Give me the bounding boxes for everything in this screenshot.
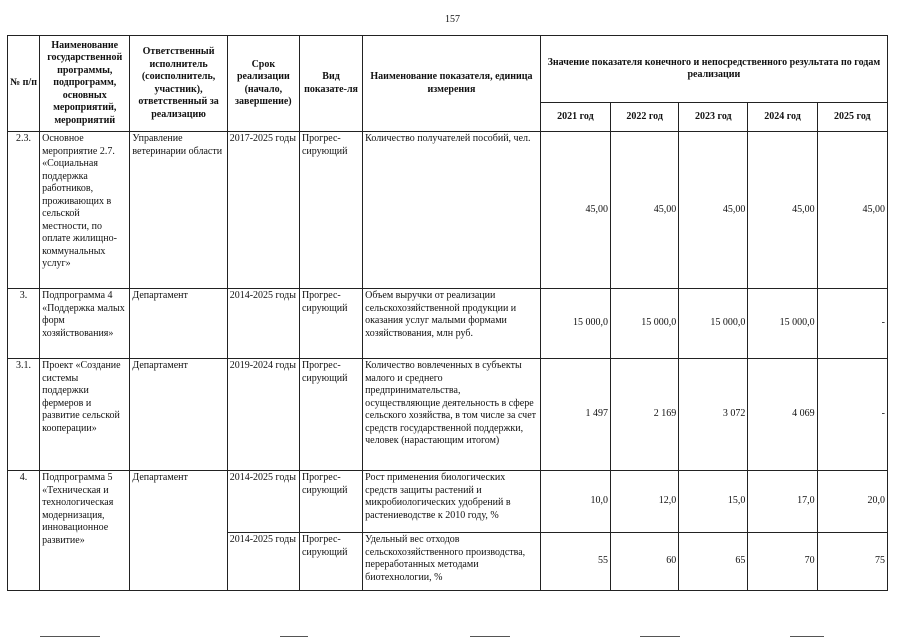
row-number: 4. bbox=[8, 471, 40, 591]
header-year: 2022 год bbox=[610, 103, 678, 132]
row-number: 3.1. bbox=[8, 359, 40, 471]
program-name: Подпрограмма 5 «Техническая и технологическая модернизация, инновационное развитие» bbox=[40, 471, 130, 591]
table-row bbox=[8, 132, 888, 289]
indicator-name: Рост применения биологических средств защиты растений и микробиологических удобрений в растениеводстве к 2010 году, % bbox=[363, 471, 541, 533]
indicator-type: Прогрес-сирующий bbox=[299, 289, 362, 359]
scan-mark bbox=[470, 636, 510, 637]
header-year: 2025 год bbox=[817, 103, 887, 132]
value-cell: 45,00 bbox=[540, 132, 610, 289]
term: 2014-2025 годы bbox=[227, 471, 299, 533]
value-cell: 65 bbox=[679, 533, 748, 591]
value-cell: 55 bbox=[540, 533, 610, 591]
value-cell: 15 000,0 bbox=[748, 289, 817, 359]
scan-mark bbox=[790, 636, 824, 637]
value-cell: 60 bbox=[610, 533, 678, 591]
term: 2017-2025 годы bbox=[227, 132, 299, 289]
indicator-type: Прогрес-сирующий bbox=[299, 132, 362, 289]
row-number: 2.3. bbox=[8, 132, 40, 289]
table-row bbox=[8, 289, 888, 359]
responsible: Управление ветеринарии области bbox=[130, 132, 227, 289]
value-cell: 12,0 bbox=[610, 471, 678, 533]
value-cell: 20,0 bbox=[817, 471, 887, 533]
value-cell: 10,0 bbox=[540, 471, 610, 533]
table-row bbox=[8, 471, 888, 533]
header-responsible: Ответственный исполнитель (соисполнитель, участник), ответственный за реализацию bbox=[130, 36, 227, 132]
table-row bbox=[8, 359, 888, 471]
header-program: Наименование государственной программы, подпрограмм, основных мероприятий, мероприятий bbox=[40, 36, 130, 132]
indicators-table bbox=[7, 35, 888, 591]
program-name: Подпрограмма 4 «Поддержка малых форм хозяйствования» bbox=[40, 289, 130, 359]
header-term: Срок реализации (начало, завершение) bbox=[227, 36, 299, 132]
value-cell: 2 169 bbox=[610, 359, 678, 471]
responsible: Департамент bbox=[130, 289, 227, 359]
value-cell: 17,0 bbox=[748, 471, 817, 533]
indicator-name: Количество вовлеченных в субъекты малого и среднего предпринимательства, осуществляющие деятельность в сфере сельского хозяйства, в том числе за счет средств государственной поддержки, человек (нарастающим итогом) bbox=[363, 359, 541, 471]
indicator-name: Удельный вес отходов сельскохозяйственного производства, переработанных методами биотехнологии, % bbox=[363, 533, 541, 591]
page-number: 157 bbox=[445, 14, 460, 25]
program-name: Проект «Создание системы поддержки фермеров и развитие сельской кооперации» bbox=[40, 359, 130, 471]
scan-mark bbox=[280, 636, 308, 637]
indicator-type: Прогрес-сирующий bbox=[299, 471, 362, 533]
header-values-group: Значение показателя конечного и непосредственного результата по годам реализации bbox=[540, 36, 887, 103]
scan-mark bbox=[640, 636, 680, 637]
header-year: 2021 год bbox=[540, 103, 610, 132]
term: 2019-2024 годы bbox=[227, 359, 299, 471]
value-cell: 15 000,0 bbox=[540, 289, 610, 359]
header-year: 2023 год bbox=[679, 103, 748, 132]
indicator-name: Количество получателей пособий, чел. bbox=[363, 132, 541, 289]
header-num: № п/п bbox=[8, 36, 40, 132]
value-cell: - bbox=[817, 289, 887, 359]
header-type: Вид показате-ля bbox=[299, 36, 362, 132]
program-name: Основное мероприятие 2.7. «Социальная поддержка работников, проживающих в сельской местности, по оплате жилищно-коммунальных услуг» bbox=[40, 132, 130, 289]
value-cell: 45,00 bbox=[679, 132, 748, 289]
value-cell: 4 069 bbox=[748, 359, 817, 471]
value-cell: 1 497 bbox=[540, 359, 610, 471]
row-number: 3. bbox=[8, 289, 40, 359]
header-indicator: Наименование показателя, единица измерения bbox=[363, 36, 541, 132]
value-cell: 45,00 bbox=[817, 132, 887, 289]
value-cell: 70 bbox=[748, 533, 817, 591]
responsible: Департамент bbox=[130, 471, 227, 591]
scan-mark bbox=[40, 636, 100, 637]
value-cell: 15 000,0 bbox=[679, 289, 748, 359]
responsible: Департамент bbox=[130, 359, 227, 471]
header-year: 2024 год bbox=[748, 103, 817, 132]
term: 2014-2025 годы bbox=[227, 289, 299, 359]
indicator-name: Объем выручки от реализации сельскохозяйственной продукции и оказания услуг малыми формами хозяйствования, млн руб. bbox=[363, 289, 541, 359]
value-cell: 75 bbox=[817, 533, 887, 591]
value-cell: 15 000,0 bbox=[610, 289, 678, 359]
indicator-type: Прогрес-сирующий bbox=[299, 533, 362, 591]
value-cell: - bbox=[817, 359, 887, 471]
header-row bbox=[8, 36, 888, 103]
value-cell: 3 072 bbox=[679, 359, 748, 471]
term: 2014-2025 годы bbox=[227, 533, 299, 591]
indicator-type: Прогрес-сирующий bbox=[299, 359, 362, 471]
value-cell: 45,00 bbox=[748, 132, 817, 289]
value-cell: 15,0 bbox=[679, 471, 748, 533]
value-cell: 45,00 bbox=[610, 132, 678, 289]
